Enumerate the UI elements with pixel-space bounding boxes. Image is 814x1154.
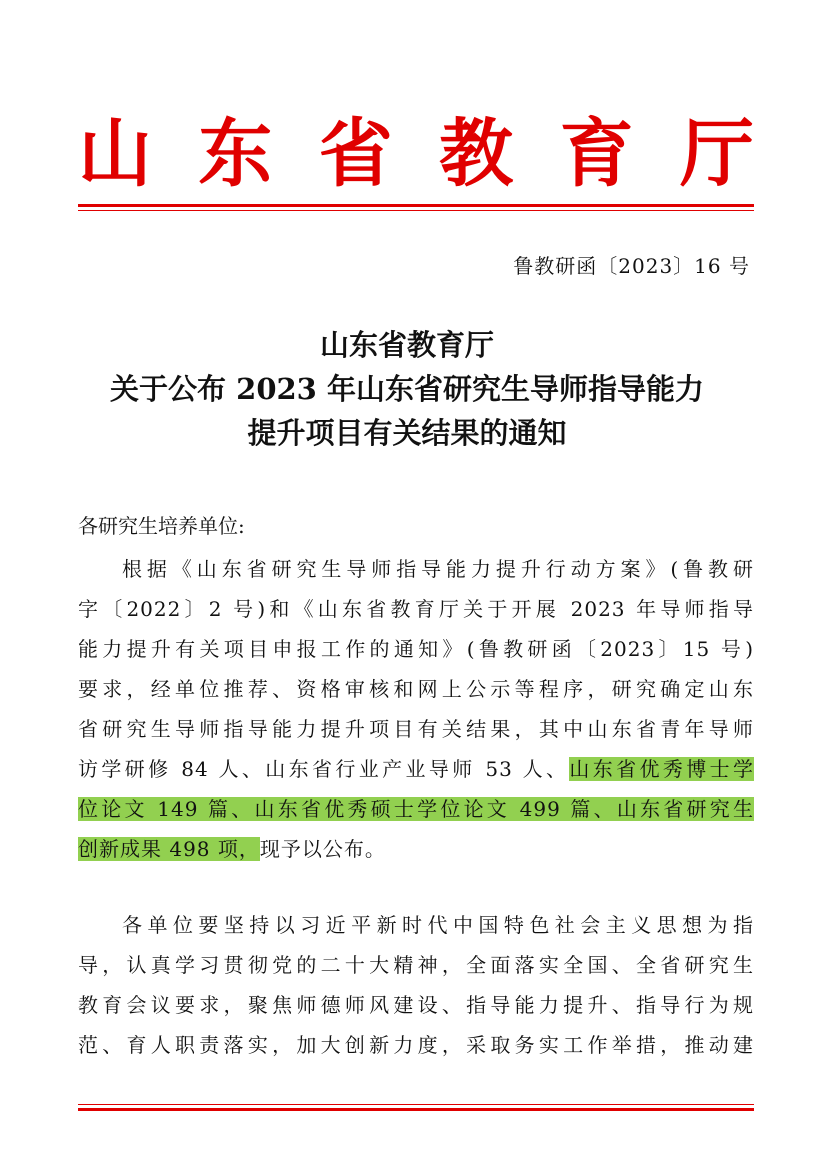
footer-red-rule-thick [78,1108,754,1111]
title-line: 关于公布 2023 年山东省研究生导师指导能力 [110,372,704,406]
body-paragraph-1 [78,549,754,869]
title-line: 山东省教育厅 [319,328,494,362]
document-number: 鲁教研函〔2023〕16 号 [513,254,750,278]
text-line: 字〔2022〕2 号)和《山东省教育厅关于开展 2023 年导师指导 [78,597,754,621]
title-line: 提升项目有关结果的通知 [247,416,567,450]
footer-red-rule-thin [78,1104,754,1105]
masthead-char: 厅 [679,111,754,197]
text-line: 省研究生导师指导能力提升项目有关结果，其中山东省青年导师 [78,717,754,741]
document-title [0,323,814,455]
text-segment: 现予以公布。 [259,837,386,861]
text-line [78,789,754,829]
masthead-char: 育 [559,111,634,197]
masthead-char: 教 [439,111,514,197]
header-red-rule-thick [78,204,754,207]
highlighted-text: 位论文 149 篇、山东省优秀硕士学位论文 499 篇、山东省研究生 [78,797,754,821]
highlighted-text: 山东省优秀博士学 [569,757,755,781]
text-line: 范、育人职责落实，加大创新力度，采取务实工作举措，推动建 [78,1033,754,1057]
text-line: 根据《山东省研究生导师指导能力提升行动方案》(鲁教研 [122,557,754,581]
masthead-char: 东 [198,111,273,197]
text-line: 导，认真学习贯彻党的二十大精神，全面落实全国、全省研究生 [78,953,754,977]
text-line [78,829,754,869]
text-line: 教育会议要求，聚焦师德师风建设、指导能力提升、指导行为规 [78,993,754,1017]
text-line: 要求，经单位推荐、资格审核和网上公示等程序，研究确定山东 [78,677,754,701]
header-red-rule-thin [78,210,754,211]
body-paragraph-2 [78,905,754,1065]
agency-masthead [78,112,754,196]
highlighted-text: 创新成果 498 项， [78,837,260,861]
text-line [78,749,754,789]
text-segment: 访学研修 84 人、山东省行业产业导师 53 人、 [78,757,570,781]
masthead-char: 山 [78,111,152,197]
text-line: 能力提升有关项目申报工作的通知》(鲁教研函〔2023〕15 号) [78,637,754,661]
salutation: 各研究生培养单位: [78,514,245,538]
text-line: 各单位要坚持以习近平新时代中国特色社会主义思想为指 [122,913,754,937]
masthead-char: 省 [318,111,393,197]
